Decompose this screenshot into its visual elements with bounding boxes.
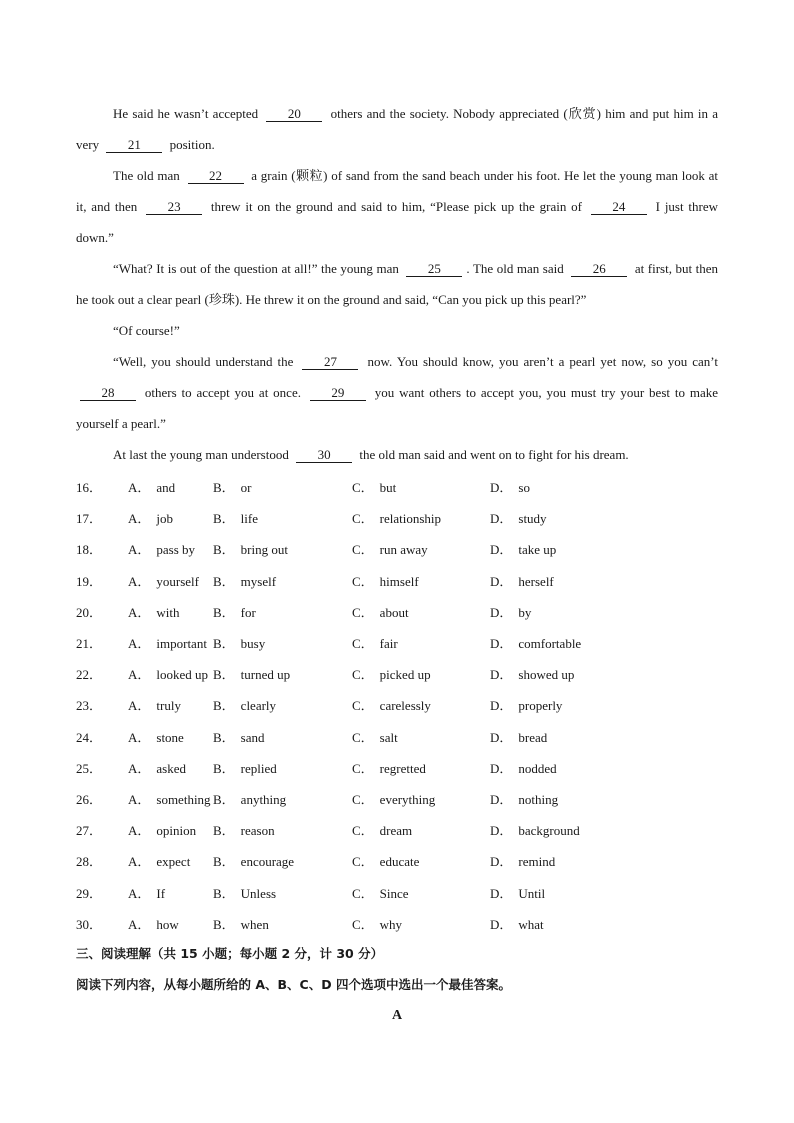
passage-text: others to accept you at once. xyxy=(144,385,301,400)
option-label: A． xyxy=(128,667,151,683)
question-row xyxy=(76,627,716,658)
option-text: take up xyxy=(518,542,557,558)
option-d xyxy=(490,695,610,714)
option-b xyxy=(213,571,352,590)
option-b xyxy=(213,508,352,527)
option-label: C． xyxy=(352,604,374,620)
option-c xyxy=(352,539,490,558)
blank-27: 27 xyxy=(302,355,358,370)
option-c xyxy=(352,851,490,870)
option-label: D． xyxy=(490,854,513,870)
option-d xyxy=(490,664,610,683)
option-label: D． xyxy=(490,916,513,932)
option-text: nodded xyxy=(518,760,557,776)
option-label: A． xyxy=(128,511,151,527)
cloze-passage xyxy=(76,98,718,470)
option-c xyxy=(352,508,490,527)
option-text: stone xyxy=(156,729,184,745)
blank-20: 20 xyxy=(266,107,322,122)
option-label: B． xyxy=(213,604,235,620)
passage-text: “Of course!” xyxy=(113,323,180,338)
option-text: If xyxy=(156,885,166,901)
option-label: B． xyxy=(213,480,235,496)
question-row xyxy=(76,658,716,689)
option-text: yourself xyxy=(156,573,199,589)
option-text: asked xyxy=(156,760,186,776)
option-label: D． xyxy=(490,604,513,620)
question-row xyxy=(76,908,716,939)
question-row xyxy=(76,596,716,627)
question-number: 18． xyxy=(76,542,103,558)
option-label: D． xyxy=(490,667,513,683)
question-row xyxy=(76,876,716,907)
option-text: himself xyxy=(379,573,419,589)
option-text: pass by xyxy=(156,542,196,558)
option-label: C． xyxy=(352,573,374,589)
option-c xyxy=(352,820,490,839)
option-b xyxy=(213,914,352,933)
option-text: sand xyxy=(240,729,265,745)
option-text: carelessly xyxy=(379,698,431,714)
option-text: Unless xyxy=(240,885,277,901)
passage-text: The old man xyxy=(113,168,180,183)
option-a xyxy=(128,633,213,652)
option-a xyxy=(128,508,213,527)
question-row xyxy=(76,721,716,752)
passage-paragraph-1 xyxy=(76,98,718,160)
option-b xyxy=(213,602,352,621)
option-a xyxy=(128,758,213,777)
option-a xyxy=(128,664,213,683)
option-text: replied xyxy=(240,760,277,776)
option-text: dream xyxy=(379,823,413,839)
question-row xyxy=(76,845,716,876)
option-label: B． xyxy=(213,636,235,652)
question-number: 29． xyxy=(76,885,103,901)
option-c xyxy=(352,727,490,746)
option-label: A． xyxy=(128,791,151,807)
blank-29: 29 xyxy=(310,386,366,401)
option-text: bring out xyxy=(240,542,288,558)
question-row xyxy=(76,814,716,845)
question-row xyxy=(76,565,716,596)
option-text: so xyxy=(518,480,530,496)
passage-text: “Well, you should understand the xyxy=(113,354,294,369)
question-number: 28． xyxy=(76,854,103,870)
option-text: salt xyxy=(379,729,398,745)
option-label: C． xyxy=(352,511,374,527)
passage-text: I just threw down.” xyxy=(76,199,719,245)
option-label: B． xyxy=(213,854,235,870)
option-label: B． xyxy=(213,573,235,589)
option-d xyxy=(490,851,610,870)
option-c xyxy=(352,883,490,902)
blank-22: 22 xyxy=(188,169,244,184)
option-label: A． xyxy=(128,885,151,901)
question-row xyxy=(76,689,716,720)
option-label: D． xyxy=(490,698,513,714)
option-label: B． xyxy=(213,511,235,527)
question-number: 25． xyxy=(76,760,103,776)
option-label: D． xyxy=(490,729,513,745)
option-text: herself xyxy=(518,573,554,589)
option-b xyxy=(213,727,352,746)
option-b xyxy=(213,539,352,558)
blank-28: 28 xyxy=(80,386,136,401)
option-a xyxy=(128,571,213,590)
option-b xyxy=(213,820,352,839)
option-d xyxy=(490,571,610,590)
option-a xyxy=(128,695,213,714)
option-label: C． xyxy=(352,760,374,776)
option-text: fair xyxy=(379,636,398,652)
option-text: truly xyxy=(156,698,181,714)
option-c xyxy=(352,664,490,683)
option-d xyxy=(490,508,610,527)
option-label: A． xyxy=(128,916,151,932)
option-text: why xyxy=(379,916,403,932)
passage-paragraph-5 xyxy=(76,346,718,439)
option-label: A． xyxy=(128,854,151,870)
option-text: clearly xyxy=(240,698,277,714)
option-b xyxy=(213,789,352,808)
option-label: A． xyxy=(128,636,151,652)
question-row xyxy=(76,783,716,814)
option-c xyxy=(352,789,490,808)
option-text: about xyxy=(379,604,409,620)
passage-paragraph-6 xyxy=(76,439,718,470)
option-label: B． xyxy=(213,667,235,683)
option-a xyxy=(128,727,213,746)
option-a xyxy=(128,539,213,558)
question-number: 22． xyxy=(76,667,103,683)
question-number: 23． xyxy=(76,698,103,714)
option-label: A． xyxy=(128,480,151,496)
question-number: 24． xyxy=(76,729,103,745)
option-b xyxy=(213,758,352,777)
option-text: Since xyxy=(379,885,409,901)
option-label: A． xyxy=(128,760,151,776)
option-label: D． xyxy=(490,511,513,527)
option-c xyxy=(352,477,490,496)
option-text: something xyxy=(156,791,211,807)
question-number: 16． xyxy=(76,480,103,496)
option-label: B． xyxy=(213,698,235,714)
passage-paragraph-3 xyxy=(76,253,718,315)
passage-paragraph-4 xyxy=(76,315,718,346)
question-number: 30． xyxy=(76,916,103,932)
blank-25: 25 xyxy=(406,262,462,277)
option-text: relationship xyxy=(379,511,442,527)
option-label: B． xyxy=(213,823,235,839)
option-a xyxy=(128,851,213,870)
section-title: 三、阅读理解（共 15 小题；每小题 2 分，计 30 分） xyxy=(76,946,384,961)
option-label: B． xyxy=(213,729,235,745)
option-text: remind xyxy=(518,854,556,870)
option-text: for xyxy=(240,604,256,620)
option-text: encourage xyxy=(240,854,295,870)
option-text: and xyxy=(156,480,176,496)
option-text: Until xyxy=(518,885,546,901)
passage-text: now. You should know, you aren’t a pearl yet now, so you can’t xyxy=(367,354,719,369)
option-label: A． xyxy=(128,823,151,839)
option-label: D． xyxy=(490,760,513,776)
passage-text: position. xyxy=(169,137,215,152)
option-label: D． xyxy=(490,573,513,589)
option-text: when xyxy=(240,916,269,932)
option-d xyxy=(490,758,610,777)
option-c xyxy=(352,602,490,621)
option-c xyxy=(352,914,490,933)
option-label: D． xyxy=(490,885,513,901)
option-label: C． xyxy=(352,791,374,807)
option-d xyxy=(490,789,610,808)
blank-21: 21 xyxy=(106,138,162,153)
option-text: busy xyxy=(240,636,266,652)
option-text: study xyxy=(518,511,547,527)
option-text: myself xyxy=(240,573,277,589)
question-row xyxy=(76,752,716,783)
option-label: C． xyxy=(352,480,374,496)
option-b xyxy=(213,883,352,902)
option-a xyxy=(128,477,213,496)
question-number: 19． xyxy=(76,573,103,589)
blank-24: 24 xyxy=(591,200,647,215)
option-text: important xyxy=(156,636,207,652)
question-row xyxy=(76,533,716,564)
option-b xyxy=(213,851,352,870)
passage-text: He said he wasn’t accepted xyxy=(113,106,259,121)
question-number: 26． xyxy=(76,791,103,807)
question-number: 17． xyxy=(76,511,103,527)
option-label: C． xyxy=(352,698,374,714)
option-text: run away xyxy=(379,542,428,558)
option-text: anything xyxy=(240,791,287,807)
option-label: C． xyxy=(352,667,374,683)
option-label: A． xyxy=(128,542,151,558)
option-text: bread xyxy=(518,729,548,745)
passage-text: others and the society. Nobody appreciated (欣赏) him and put him in a very xyxy=(76,106,719,152)
option-label: C． xyxy=(352,729,374,745)
option-text: turned up xyxy=(240,667,291,683)
option-text: reason xyxy=(240,823,275,839)
option-c xyxy=(352,571,490,590)
option-text: or xyxy=(240,480,252,496)
option-text: showed up xyxy=(518,667,575,683)
option-a xyxy=(128,602,213,621)
option-label: B． xyxy=(213,542,235,558)
passage-heading: A xyxy=(391,1008,403,1023)
option-label: D． xyxy=(490,636,513,652)
option-text: looked up xyxy=(156,667,209,683)
section-instruction: 阅读下列内容，从每小题所给的 A、B、C、D 四个选项中选出一个最佳答案。 xyxy=(76,977,511,992)
option-label: D． xyxy=(490,823,513,839)
passage-text: . The old man said xyxy=(466,261,564,276)
option-d xyxy=(490,727,610,746)
option-text: properly xyxy=(518,698,563,714)
option-text: life xyxy=(240,511,258,527)
option-label: B． xyxy=(213,760,235,776)
option-label: C． xyxy=(352,823,374,839)
option-text: with xyxy=(156,604,180,620)
option-a xyxy=(128,789,213,808)
option-d xyxy=(490,914,610,933)
option-label: B． xyxy=(213,885,235,901)
option-a xyxy=(128,883,213,902)
question-number: 27． xyxy=(76,823,103,839)
option-d xyxy=(490,602,610,621)
option-label: B． xyxy=(213,916,235,932)
option-b xyxy=(213,633,352,652)
question-number: 21． xyxy=(76,636,103,652)
passage-text: you want others to accept you, you must try your best to make yourself a pearl.” xyxy=(76,385,719,431)
option-label: C． xyxy=(352,542,374,558)
option-text: expect xyxy=(156,854,191,870)
option-d xyxy=(490,883,610,902)
passage-text: threw it on the ground and said to him, “Please pick up the grain of xyxy=(210,199,583,214)
option-b xyxy=(213,477,352,496)
question-list xyxy=(76,471,716,939)
option-text: by xyxy=(518,604,532,620)
passage-text: At last the young man understood xyxy=(113,447,289,462)
option-label: C． xyxy=(352,885,374,901)
passage-text: the old man said and went on to fight for his dream. xyxy=(359,447,629,462)
passage-text: “What? It is out of the question at all!” the young man xyxy=(113,261,399,276)
option-text: background xyxy=(518,823,580,839)
option-text: everything xyxy=(379,791,436,807)
option-c xyxy=(352,758,490,777)
option-d xyxy=(490,477,610,496)
option-text: but xyxy=(379,480,397,496)
option-d xyxy=(490,820,610,839)
option-text: job xyxy=(156,511,174,527)
option-label: D． xyxy=(490,791,513,807)
question-row xyxy=(76,502,716,533)
passage-text: a grain (颗粒) of sand from the sand beach under his foot. He let the young man look at it, and then xyxy=(76,168,718,214)
option-text: comfortable xyxy=(518,636,582,652)
option-text: educate xyxy=(379,854,420,870)
option-d xyxy=(490,539,610,558)
blank-30: 30 xyxy=(296,448,352,463)
option-text: regretted xyxy=(379,760,426,776)
option-d xyxy=(490,633,610,652)
option-text: nothing xyxy=(518,791,559,807)
option-b xyxy=(213,664,352,683)
option-label: A． xyxy=(128,729,151,745)
question-number: 20． xyxy=(76,604,103,620)
option-a xyxy=(128,820,213,839)
option-label: C． xyxy=(352,636,374,652)
option-label: A． xyxy=(128,573,151,589)
passage-text: at first, but then he took out a clear pearl (珍珠). He threw it on the ground and said, “Can you pick up this pearl?” xyxy=(76,261,719,307)
option-label: C． xyxy=(352,854,374,870)
option-text: what xyxy=(518,916,544,932)
option-label: A． xyxy=(128,698,151,714)
passage-paragraph-2 xyxy=(76,160,718,253)
option-text: opinion xyxy=(156,823,197,839)
option-label: B． xyxy=(213,791,235,807)
option-label: D． xyxy=(490,480,513,496)
option-text: how xyxy=(156,916,179,932)
option-c xyxy=(352,633,490,652)
blank-23: 23 xyxy=(146,200,202,215)
option-label: D． xyxy=(490,542,513,558)
option-c xyxy=(352,695,490,714)
option-a xyxy=(128,914,213,933)
question-row xyxy=(76,471,716,502)
option-label: A． xyxy=(128,604,151,620)
option-label: C． xyxy=(352,916,374,932)
blank-26: 26 xyxy=(571,262,627,277)
option-text: picked up xyxy=(379,667,431,683)
option-b xyxy=(213,695,352,714)
